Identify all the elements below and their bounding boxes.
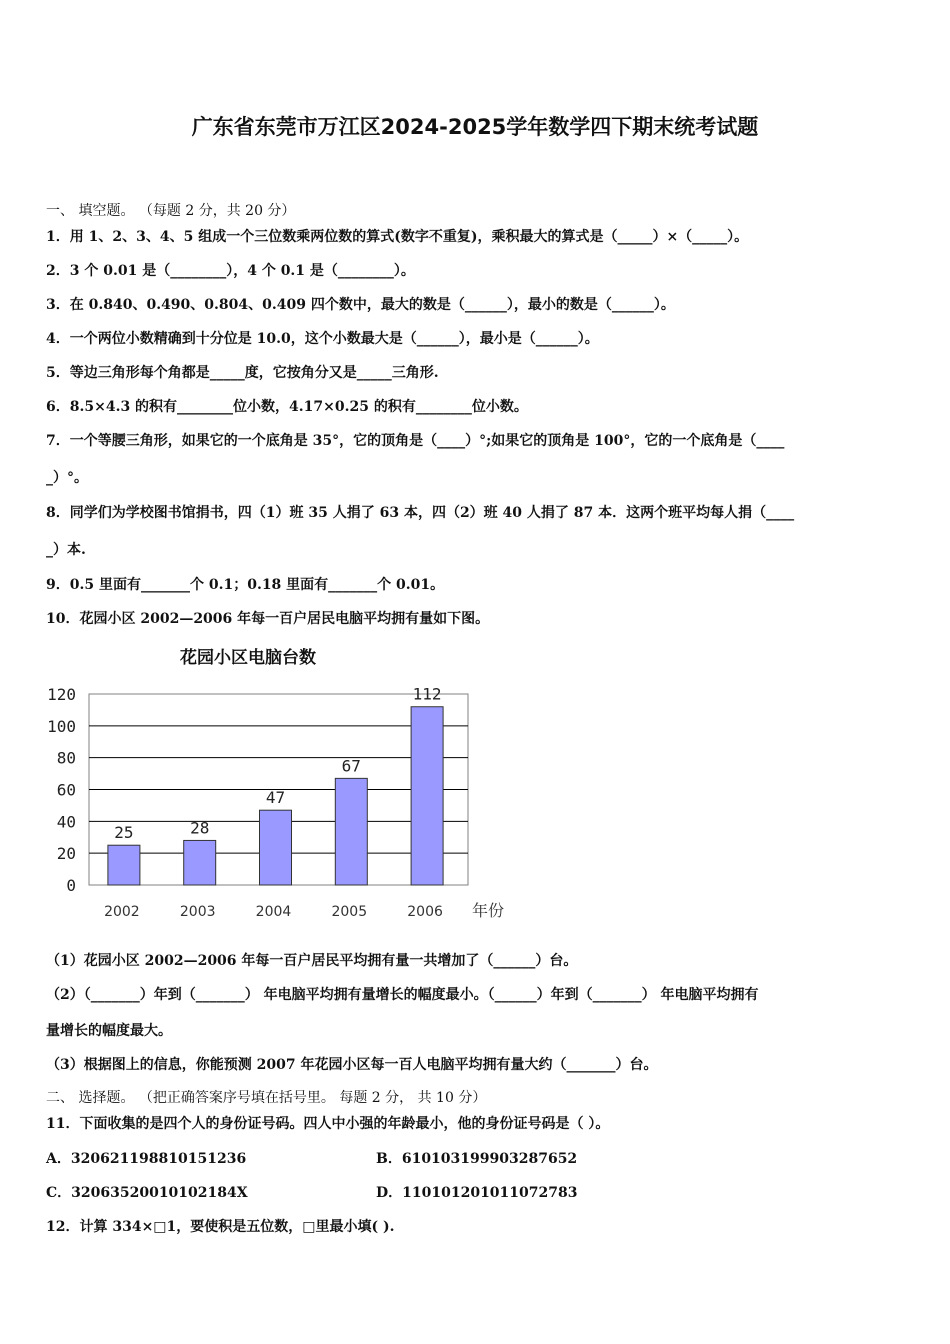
data-label: 67 [341,756,361,776]
x-tick-label: 2002 [104,904,140,920]
y-tick-label: 40 [56,812,76,832]
x-tick-label: 2005 [331,904,368,920]
question-5: 5．等边三角形每个角都是_____度，它按角分又是_____三角形. [46,365,439,381]
question-3: 3．在 0.840、0.490、0.804、0.409 四个数中，最大的数是（______），最小的数是（______）。 [46,297,675,313]
question-2: 2．3 个 0.01 是（________），4 个 0.1 是（________）。 [46,263,415,279]
x-tick-label: 2006 [407,904,443,920]
option-b: B．610103199903287652 [376,1151,578,1167]
question-8-continued: _）本. [46,542,86,558]
bar [335,778,367,885]
bar [108,845,140,885]
question-11: 11．下面收集的是四个人的身份证号码。四人中小强的年龄最小，他的身份证号码是（ ）。 [46,1116,610,1132]
page-title: 广东省东莞市万江区2024-2025学年数学四下期末统考试题 [191,115,759,139]
y-tick-label: 60 [56,780,76,800]
question-4: 4．一个两位小数精确到十分位是 10.0，这个小数最大是（______），最小是（______）。 [46,331,599,347]
sub-question-1: （1）花园小区 2002—2006 年每一百户居民平均拥有量一共增加了（______）台。 [46,953,578,969]
y-tick-label: 0 [66,876,76,895]
question-10: 10．花园小区 2002—2006 年每一百户居民电脑平均拥有量如下图。 [46,611,490,627]
option-a: A．320621198810151236 [46,1151,247,1167]
question-6: 6．8.5×4.3 的积有________位小数，4.17×0.25 的积有________位小数。 [46,399,528,415]
bar [260,810,292,885]
question-8: 8．同学们为学校图书馆捐书，四（1）班 35 人捐了 63 本，四（2）班 40 人捐了 87 本．这两个班平均每人捐（____ [46,505,795,521]
question-7-continued: _）°。 [46,470,88,486]
y-tick-label: 20 [56,844,76,864]
x-tick-label: 2004 [255,904,292,920]
question-12: 12．计算 334×□1，要使积是五位数，□里最小填( ). [46,1219,395,1235]
chart-title: 花园小区电脑台数 [180,648,316,668]
y-tick-label: 120 [47,685,76,704]
question-1: 1．用 1、2、3、4、5 组成一个三位数乘两位数的算式(数字不重复)，乘积最大的算式是（_____）×（_____）。 [46,229,749,245]
section1-heading: 一、 填空题。 （每题 2 分，共 20 分） [46,203,296,219]
sub-question-2: （2）（_______）年到（_______） 年电脑平均拥有量增长的幅度最小。（______）年到（_______） 年电脑平均拥有 [46,987,759,1003]
x-axis-label: 年份 [472,901,505,920]
bar [411,707,443,885]
data-label: 25 [114,823,134,843]
bar [184,840,216,885]
question-7: 7．一个等腰三角形，如果它的一个底角是 35°，它的顶角是（____）°;如果它的顶角是 100°，它的一个底角是（____ [46,433,785,449]
option-d: D．110101201011072783 [376,1185,578,1201]
y-tick-label: 100 [47,716,76,736]
data-label: 47 [265,788,286,808]
sub-question-3: （3）根据图上的信息，你能预测 2007 年花园小区每一百人电脑平均拥有量大约（_______）台。 [46,1057,658,1073]
x-tick-label: 2003 [179,904,216,920]
y-tick-label: 80 [56,748,76,768]
data-label: 28 [190,818,210,838]
question-9: 9．0.5 里面有_______个 0.1；0.18 里面有_______个 0.01。 [46,577,445,593]
data-label: 112 [412,684,442,704]
sub-question-2-continued: 量增长的幅度最大。 [46,1023,172,1039]
option-c: C．32063520010102184X [46,1185,248,1201]
section2-heading: 二、 选择题。 （把正确答案序号填在括号里。 每题 2 分， 共 10 分） [46,1090,487,1106]
